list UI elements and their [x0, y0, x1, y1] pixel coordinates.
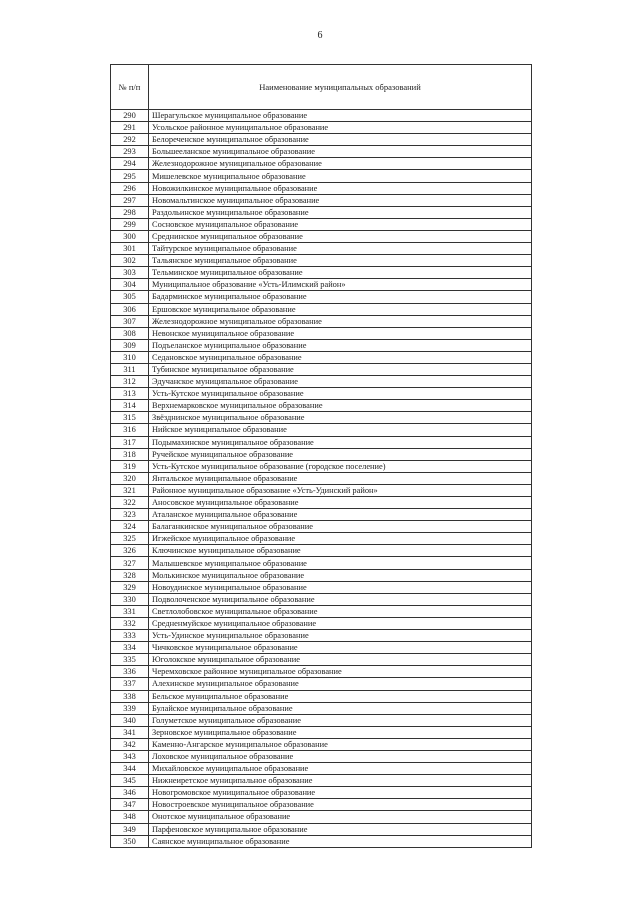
table-row [111, 315, 532, 327]
municipality-name: Саянское муниципальное образование [149, 835, 532, 847]
row-number: 314 [111, 400, 149, 412]
table-row [111, 738, 532, 750]
municipality-name: Тальянское муниципальное образование [149, 255, 532, 267]
row-number: 297 [111, 194, 149, 206]
municipality-name: Подъеланское муниципальное образование [149, 339, 532, 351]
row-number: 350 [111, 835, 149, 847]
row-number: 339 [111, 702, 149, 714]
municipality-name: Чичковское муниципальное образование [149, 642, 532, 654]
table-row [111, 158, 532, 170]
municipality-name: Игжейское муниципальное образование [149, 533, 532, 545]
table-row [111, 218, 532, 230]
municipality-name: Районное муниципальное образование «Усть-Удинский район» [149, 484, 532, 496]
municipality-name: Тельминское муниципальное образование [149, 267, 532, 279]
row-number: 312 [111, 376, 149, 388]
page-number: 6 [317, 30, 323, 41]
table-row [111, 110, 532, 122]
municipality-name: Железнодорожное муниципальное образование [149, 158, 532, 170]
row-number: 310 [111, 351, 149, 363]
municipalities-table [110, 64, 532, 848]
table-row [111, 122, 532, 134]
table-row [111, 605, 532, 617]
row-number: 323 [111, 509, 149, 521]
row-number: 340 [111, 714, 149, 726]
row-number: 325 [111, 533, 149, 545]
table-row [111, 533, 532, 545]
municipality-name: Белореченское муниципальное образование [149, 134, 532, 146]
municipality-name: Аносовское муниципальное образование [149, 497, 532, 509]
municipality-name: Тайтурское муниципальное образование [149, 243, 532, 255]
table-row [111, 581, 532, 593]
municipality-name: Михайловское муниципальное образование [149, 763, 532, 775]
row-number: 321 [111, 484, 149, 496]
table-row [111, 666, 532, 678]
municipality-name: Балаганкинское муниципальное образование [149, 521, 532, 533]
row-number: 324 [111, 521, 149, 533]
row-number: 316 [111, 424, 149, 436]
municipality-name: Муниципальное образование «Усть-Илимский район» [149, 279, 532, 291]
table-row [111, 363, 532, 375]
row-number: 311 [111, 363, 149, 375]
municipality-name: Нижнеиретское муниципальное образование [149, 775, 532, 787]
row-number: 309 [111, 339, 149, 351]
municipality-name: Сосновское муниципальное образование [149, 218, 532, 230]
municipality-name: Черемховское районное муниципальное образование [149, 666, 532, 678]
row-number: 331 [111, 605, 149, 617]
table-row [111, 339, 532, 351]
table-row [111, 376, 532, 388]
table-row [111, 400, 532, 412]
municipality-name: Аталанское муниципальное образование [149, 509, 532, 521]
row-number: 305 [111, 291, 149, 303]
table-row [111, 291, 532, 303]
row-number: 315 [111, 412, 149, 424]
header-number: № п/п [111, 65, 149, 110]
municipality-name: Бельское муниципальное образование [149, 690, 532, 702]
table-row [111, 569, 532, 581]
municipality-name: Онотское муниципальное образование [149, 811, 532, 823]
municipality-name: Подволоченское муниципальное образование [149, 593, 532, 605]
municipality-name: Эдучанское муниципальное образование [149, 376, 532, 388]
municipality-name: Железнодорожное муниципальное образование [149, 315, 532, 327]
municipality-name: Новостроевское муниципальное образование [149, 799, 532, 811]
row-number: 290 [111, 110, 149, 122]
table-row [111, 726, 532, 738]
table-row [111, 134, 532, 146]
row-number: 300 [111, 230, 149, 242]
row-number: 322 [111, 497, 149, 509]
municipality-name: Малышевское муниципальное образование [149, 557, 532, 569]
table-row [111, 255, 532, 267]
table-row [111, 351, 532, 363]
row-number: 319 [111, 460, 149, 472]
table-row [111, 424, 532, 436]
table-row [111, 557, 532, 569]
municipality-name: Бадарминское муниципальное образование [149, 291, 532, 303]
table-row [111, 642, 532, 654]
row-number: 298 [111, 206, 149, 218]
row-number: 345 [111, 775, 149, 787]
municipality-name: Новомальтинское муниципальное образование [149, 194, 532, 206]
municipality-name: Светлолобовское муниципальное образование [149, 605, 532, 617]
row-number: 334 [111, 642, 149, 654]
table-row [111, 509, 532, 521]
municipality-name: Молькинское муниципальное образование [149, 569, 532, 581]
table-row [111, 823, 532, 835]
table-body [111, 110, 532, 848]
municipality-name: Новогромовское муниципальное образование [149, 787, 532, 799]
table-row [111, 279, 532, 291]
header-row [111, 65, 532, 110]
table-row [111, 521, 532, 533]
municipality-name: Подымахинское муниципальное образование [149, 436, 532, 448]
header-name: Наименование муниципальных образований [149, 65, 532, 110]
table-row [111, 436, 532, 448]
table-row [111, 678, 532, 690]
municipality-name: Шерагульское муниципальное образование [149, 110, 532, 122]
row-number: 342 [111, 738, 149, 750]
table-row [111, 617, 532, 629]
table-row [111, 448, 532, 460]
row-number: 346 [111, 787, 149, 799]
municipality-name: Ручейское муниципальное образование [149, 448, 532, 460]
municipality-name: Алехинское муниципальное образование [149, 678, 532, 690]
row-number: 293 [111, 146, 149, 158]
row-number: 338 [111, 690, 149, 702]
row-number: 304 [111, 279, 149, 291]
municipality-name: Булайское муниципальное образование [149, 702, 532, 714]
municipality-name: Каменно-Ангарское муниципальное образование [149, 738, 532, 750]
municipality-name: Раздольинское муниципальное образование [149, 206, 532, 218]
row-number: 341 [111, 726, 149, 738]
table-row [111, 799, 532, 811]
municipality-name: Седановское муниципальное образование [149, 351, 532, 363]
municipality-name: Усть-Кутское муниципальное образование [149, 388, 532, 400]
row-number: 343 [111, 750, 149, 762]
row-number: 332 [111, 617, 149, 629]
municipality-name: Усть-Удинское муниципальное образование [149, 630, 532, 642]
row-number: 327 [111, 557, 149, 569]
table-row [111, 714, 532, 726]
municipality-name: Ершовское муниципальное образование [149, 303, 532, 315]
row-number: 333 [111, 630, 149, 642]
row-number: 328 [111, 569, 149, 581]
municipality-name: Мишелевское муниципальное образование [149, 170, 532, 182]
table-row [111, 690, 532, 702]
table-row [111, 243, 532, 255]
table-row [111, 170, 532, 182]
table-row [111, 545, 532, 557]
municipality-name: Средненмуйское муниципальное образование [149, 617, 532, 629]
table-row [111, 811, 532, 823]
row-number: 349 [111, 823, 149, 835]
row-number: 326 [111, 545, 149, 557]
table-row [111, 787, 532, 799]
row-number: 292 [111, 134, 149, 146]
table-header [111, 65, 532, 110]
municipality-name: Новоудинское муниципальное образование [149, 581, 532, 593]
table-row [111, 460, 532, 472]
municipality-name: Янтальское муниципальное образование [149, 472, 532, 484]
municipality-name: Невонское муниципальное образование [149, 327, 532, 339]
row-number: 307 [111, 315, 149, 327]
row-number: 302 [111, 255, 149, 267]
table-row [111, 146, 532, 158]
table-row [111, 835, 532, 847]
table-row [111, 194, 532, 206]
municipality-name: Зерновское муниципальное образование [149, 726, 532, 738]
row-number: 336 [111, 666, 149, 678]
row-number: 335 [111, 654, 149, 666]
table-row [111, 775, 532, 787]
municipality-name: Ключинское муниципальное образование [149, 545, 532, 557]
row-number: 295 [111, 170, 149, 182]
municipality-name: Усть-Кутское муниципальное образование (городское поселение) [149, 460, 532, 472]
table-row [111, 206, 532, 218]
table-row [111, 750, 532, 762]
municipality-name: Усольское районное муниципальное образование [149, 122, 532, 134]
row-number: 296 [111, 182, 149, 194]
row-number: 348 [111, 811, 149, 823]
table-row [111, 630, 532, 642]
row-number: 301 [111, 243, 149, 255]
row-number: 320 [111, 472, 149, 484]
row-number: 306 [111, 303, 149, 315]
table-row [111, 593, 532, 605]
table-row [111, 472, 532, 484]
row-number: 303 [111, 267, 149, 279]
row-number: 317 [111, 436, 149, 448]
table-row [111, 654, 532, 666]
municipality-name: Парфеновское муниципальное образование [149, 823, 532, 835]
table-row [111, 412, 532, 424]
municipality-name: Юголокское муниципальное образование [149, 654, 532, 666]
table-row [111, 327, 532, 339]
municipality-name: Большееланское муниципальное образование [149, 146, 532, 158]
table-row [111, 763, 532, 775]
table-row [111, 230, 532, 242]
municipality-name: Лоховское муниципальное образование [149, 750, 532, 762]
table-row [111, 182, 532, 194]
table-row [111, 267, 532, 279]
table-row [111, 497, 532, 509]
row-number: 344 [111, 763, 149, 775]
municipality-name: Новожилкинское муниципальное образование [149, 182, 532, 194]
row-number: 329 [111, 581, 149, 593]
table-row [111, 303, 532, 315]
row-number: 330 [111, 593, 149, 605]
row-number: 308 [111, 327, 149, 339]
municipality-name: Голуметское муниципальное образование [149, 714, 532, 726]
municipality-name: Нийское муниципальное образование [149, 424, 532, 436]
table-row [111, 484, 532, 496]
row-number: 337 [111, 678, 149, 690]
municipality-name: Верхнемарковское муниципальное образование [149, 400, 532, 412]
municipality-name: Среднинское муниципальное образование [149, 230, 532, 242]
row-number: 299 [111, 218, 149, 230]
row-number: 291 [111, 122, 149, 134]
row-number: 347 [111, 799, 149, 811]
row-number: 318 [111, 448, 149, 460]
row-number: 313 [111, 388, 149, 400]
municipality-name: Звёзднинское муниципальное образование [149, 412, 532, 424]
table-row [111, 702, 532, 714]
table-row [111, 388, 532, 400]
municipality-name: Тубинское муниципальное образование [149, 363, 532, 375]
row-number: 294 [111, 158, 149, 170]
